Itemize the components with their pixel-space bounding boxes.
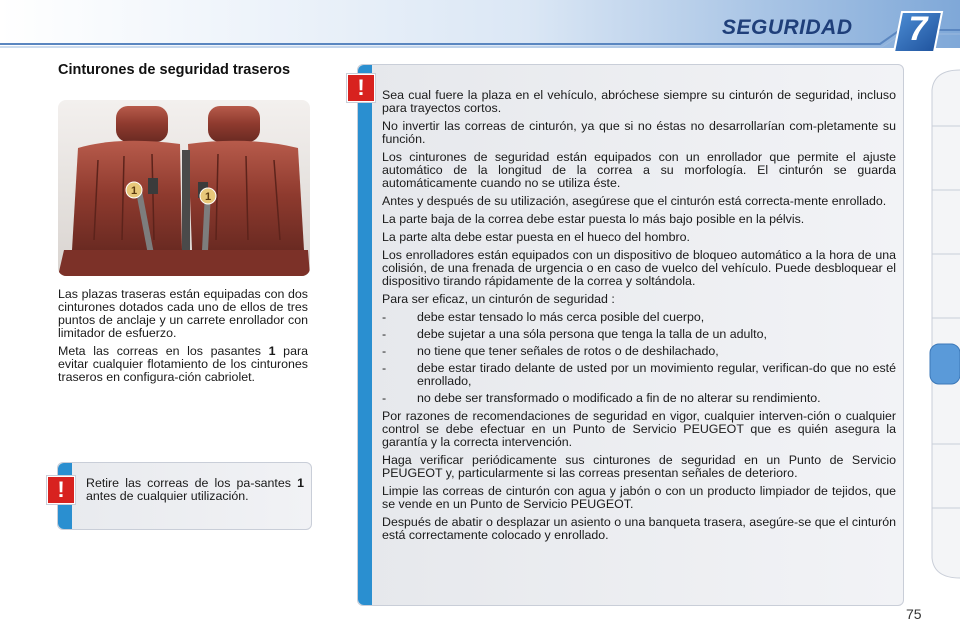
warning-paragraph: Por razones de recomendaciones de seguridad en vigor, cualquier interven-ción o cualquier control se debe efectuar en un Punto de Servicio PEUGEOT que es quién asegura la garantía y la correcta intervención. bbox=[382, 409, 896, 449]
warning-paragraph: La parte baja de la correa debe estar puesta lo más bajo posible en la pélvis. bbox=[382, 212, 805, 226]
warning-paragraph: No invertir las correas de cinturón, ya que si no éstas no desarrollarían com-pletamente su función. bbox=[382, 119, 896, 146]
list-item: - no tiene que tener señales de rotos o de deshilachado, bbox=[382, 344, 719, 358]
warning-icon: ! bbox=[347, 74, 375, 102]
warning-accent-bar bbox=[358, 65, 372, 605]
page-number: 75 bbox=[906, 606, 922, 622]
warning-paragraph: Los enrolladores están equipados con un dispositivo de bloqueo automático a la hora de una colisión, de una frenada de urgencia o en caso de vuelco del vehículo. Puede desbloquear el dispositivo tirando rápidamente de la correa y soltándola. bbox=[382, 248, 896, 288]
chapter-title: SEGURIDAD bbox=[722, 16, 853, 39]
list-item: - no debe ser transformado o modificado a fin de no alterar su rendimiento. bbox=[382, 391, 821, 405]
warning-paragraph: Antes y después de su utilización, asegúrese que el cinturón está correcta-mente enrollado. bbox=[382, 194, 887, 208]
chapter-number: 7 bbox=[908, 10, 928, 48]
section-title: Cinturones de seguridad traseros bbox=[58, 62, 291, 78]
warning-paragraph: Después de abatir o desplazar un asiento o una banqueta trasera, asegúre-se que el cinturón está correctamente colocado y enrollado. bbox=[382, 515, 896, 542]
left-body-text bbox=[58, 288, 308, 389]
warning-paragraph: Limpie las correas de cinturón con agua y jabón o con un producto limpiador de tejidos, que se vende en un Punto de Servicio PEUGEOT. bbox=[382, 484, 896, 511]
warning-paragraph: La parte alta debe estar puesta en el hueco del hombro. bbox=[382, 230, 690, 244]
small-warning-box bbox=[57, 462, 312, 530]
warning-paragraph: Para ser eficaz, un cinturón de seguridad : bbox=[382, 292, 615, 306]
warning-paragraph: Haga verificar periódicamente sus cinturones de seguridad en un Punto de Servicio PEUGEOT y, particularmente si las correas presentan señales de deterioro. bbox=[382, 453, 896, 480]
big-warning-text bbox=[382, 89, 896, 547]
callout-1-left: 1 bbox=[130, 185, 138, 197]
left-paragraph-2: Meta las correas en los pasantes 1 para evitar cualquier flotamiento de los cinturones traseros en configura-ción cabriolet. bbox=[58, 344, 308, 384]
chapter-side-tabs bbox=[926, 64, 960, 584]
rear-seats-photo bbox=[58, 100, 310, 276]
callout-1-right: 1 bbox=[204, 191, 212, 203]
requirements-list bbox=[382, 311, 896, 405]
small-warning-text: Retire las correas de los pa-santes 1 antes de cualquier utilización. bbox=[86, 476, 304, 503]
list-item: - debe estar tensado lo más cerca posible del cuerpo, bbox=[382, 310, 705, 324]
warning-icon: ! bbox=[47, 476, 75, 504]
warning-paragraph: Los cinturones de seguridad están equipados con un enrollador que permite el ajuste automático de la longitud de la correa a su morfología. El cinturón se guarda automáticamente cuando no se utiliza éste. bbox=[382, 150, 896, 190]
big-warning-box bbox=[357, 64, 904, 606]
left-paragraph-1: Las plazas traseras están equipadas con dos cinturones dotados cada uno de ellos de tres puntos de anclaje y un carrete enrollador con limitador de esfuerzo. bbox=[58, 287, 308, 340]
list-item: - debe sujetar a una sóla persona que tenga la talla de un adulto, bbox=[382, 327, 767, 341]
list-item: - debe estar tirado delante de usted por un movimiento regular, verifican-do que no esté enrollado, bbox=[382, 361, 896, 388]
warning-paragraph: Sea cual fuere la plaza en el vehículo, abróchese siempre su cinturón de seguridad, incluso para trayectos cortos. bbox=[382, 88, 896, 115]
